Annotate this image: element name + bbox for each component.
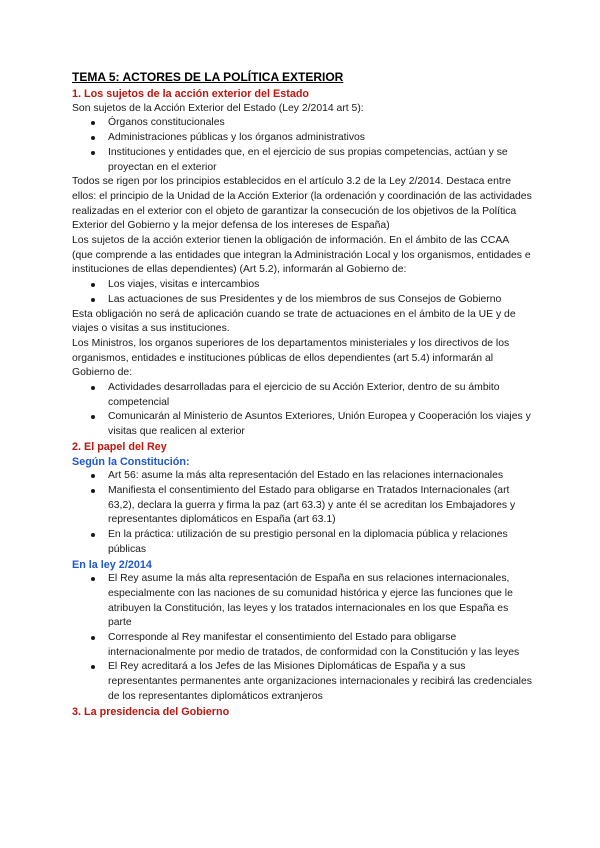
list-item: Manifiesta el consentimiento del Estado para obligarse en Tratados Internacionales (art 63,2), declara la guerra y firma la paz (art 63.3) y ante él se acreditan los Embajadores y representantes diplomáticos en España (art 63.1) [108, 484, 532, 528]
section-2-list-1 [72, 469, 532, 557]
list-item: Corresponde al Rey manifestar el consentimiento del Estado para obligarse internacionalmente por medio de tratados, de conformidad con la Constitución y las leyes [108, 631, 532, 660]
list-item: Administraciones públicas y los órganos administrativos [108, 131, 532, 146]
list-item: El Rey acreditará a los Jefes de las Misiones Diplomáticas de España y a sus representantes permanentes ante organizaciones internacionales y recibirá las credenciales de los representantes diplomáticos extranjeros [108, 660, 532, 704]
section-1-intro: Son sujetos de la Acción Exterior del Estado (Ley 2/2014 art 5): [72, 102, 364, 114]
list-item: Comunicarán al Ministerio de Asuntos Exteriores, Unión Europea y Cooperación los viajes y visitas que realicen al exterior [108, 410, 532, 439]
section-2-subheading-constitution: Según la Constitución: [72, 455, 190, 468]
section-1-heading: 1. Los sujetos de la acción exterior del Estado [72, 88, 310, 100]
section-2-subheading-ley: En la ley 2/2014 [72, 558, 152, 571]
list-item: En la práctica: utilización de su prestigio personal en la diplomacia pública y relaciones públicas [108, 528, 532, 557]
list-item: Actividades desarrolladas para el ejercicio de su Acción Exterior, dentro de su ámbito competencial [108, 381, 532, 410]
section-1-paragraph-4: Los Ministros, los organos superiores de los departamentos ministeriales y los directivos de los organismos, entidades e instituciones públicas de ellos dependientes (art 5.4) informarán al Gobierno de: [72, 337, 510, 379]
list-item: Instituciones y entidades que, en el ejercicio de sus propias competencias, actúan y se proyectan en el exterior [108, 146, 532, 175]
section-1-paragraph-1: Todos se rigen por los principios establecidos en el artículo 3.2 de la Ley 2/2014. Destaca entre ellos: el principio de la Unidad de la Acción Exterior (la ordenación y coordinación de las actividades realizadas en el exterior con el objeto de garantizar la consecución de los objetivos de la Política Exterior del Gobierno y la mejor defensa de los intereses de España) [72, 176, 532, 232]
list-item: Órganos constitucionales [108, 116, 532, 131]
list-item: Art 56: asume la más alta representación del Estado en las relaciones internacionales [108, 469, 532, 484]
section-1-paragraph-3: Esta obligación no será de aplicación cuando se trate de actuaciones en el ámbito de la UE y de viajes o visitas a sus instituciones. [72, 308, 516, 335]
section-1-list-1 [72, 116, 532, 175]
section-1-list-2 [72, 278, 532, 307]
list-item: Los viajes, visitas e intercambios [108, 278, 532, 293]
document-body [72, 70, 532, 719]
section-1-list-3 [72, 381, 532, 440]
section-3-heading: 3. La presidencia del Gobierno [72, 705, 230, 718]
list-item: Las actuaciones de sus Presidentes y de los miembros de sus Consejos de Gobierno [108, 293, 532, 308]
section-2-list-2 [72, 572, 532, 704]
section-1-paragraph-2: Los sujetos de la acción exterior tienen la obligación de información. En el ámbito de las CCAA (que comprende a las entidades que integran la Administración Local y los organismos, entidades e instituciones de ellas dependientes) (Art 5.2), informarán al Gobierno de: [72, 235, 531, 276]
section-2-heading: 2. El papel del Rey [72, 440, 167, 453]
list-item: El Rey asume la más alta representación de España en sus relaciones internacionales, especialmente con las naciones de su comunidad histórica y ejerce las funciones que le atribuyen la Constitución, las leyes y los tratados internacionales en los que España es parte [108, 572, 532, 631]
document-title: TEMA 5: ACTORES DE LA POLÍTICA EXTERIOR [72, 70, 344, 84]
